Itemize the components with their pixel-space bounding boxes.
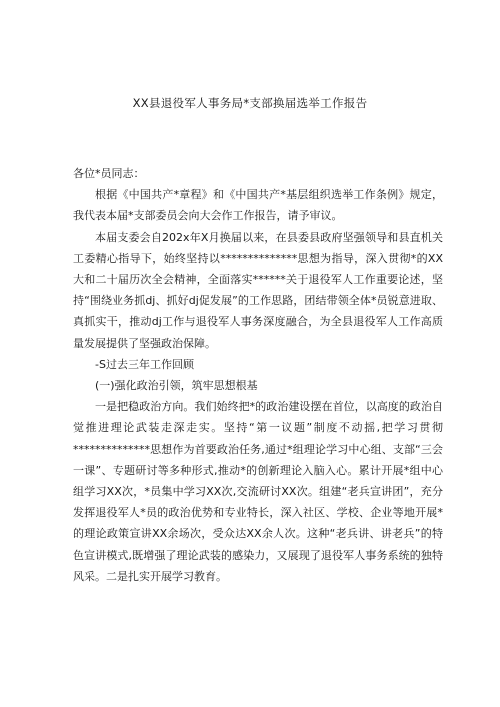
- document-title: XX县退役军人事务局*支部换届选举工作报告: [132, 96, 368, 110]
- paragraph: 根据《中国共产*章程》和《中国共产*基层组织选举工作条例》规定，我代表本届*支部委员会向大会作工作报告，请予审议。: [73, 188, 443, 223]
- paragraph: 本届支委会自202x年X月换届以来，在县委县政府坚强领导和县直机关工委精心指导下，始终坚持以**************思想为指导，深入贯彻*的XX大和二十届历次全会精神，全面落实******关于退役军人工作重要论述，坚持“围绕业务抓dj、抓好dj促发展”的工作思路，团结带领全体*员锐意进取、真抓实干，推动dj工作与退役军人事务深度融合，为全县退役军人工作高质量发展提供了坚强政治保障。: [73, 230, 443, 350]
- salutation: 各位*员同志：: [73, 167, 145, 180]
- subsection-heading: (一)强化政治引领，筑牢思想根基: [95, 379, 258, 393]
- document-body: [73, 163, 443, 587]
- section-heading: -S过去三年工作回顾: [95, 357, 194, 371]
- paragraph: 一是把稳政治方向。我们始终把*的政治建设摆在首位，以高度的政治自觉推进理论武装走深走实。坚持“第一议题”制度不动摇,把学习贯彻**************思想作为首要政治任务,通过*组理论学习中心组、支部“三会一课”、专题研讨等多种形式,推动*的创新理论入脑入心。累计开展*组中心组学习XX次，*员集中学习XX次,交流研讨XX次。组建“老兵宣讲团”，充分发挥退役军人*员的政治优势和专业特长，深入社区、学校、企业等地开展*的理论政策宣讲XX余场次，受众达XX余人次。这种“老兵讲、讲老兵”的特色宣讲模式,既增强了理论武装的感染力，又展现了退役军人事务系统的独特风采。二是扎实开展学习教育。: [73, 400, 443, 583]
